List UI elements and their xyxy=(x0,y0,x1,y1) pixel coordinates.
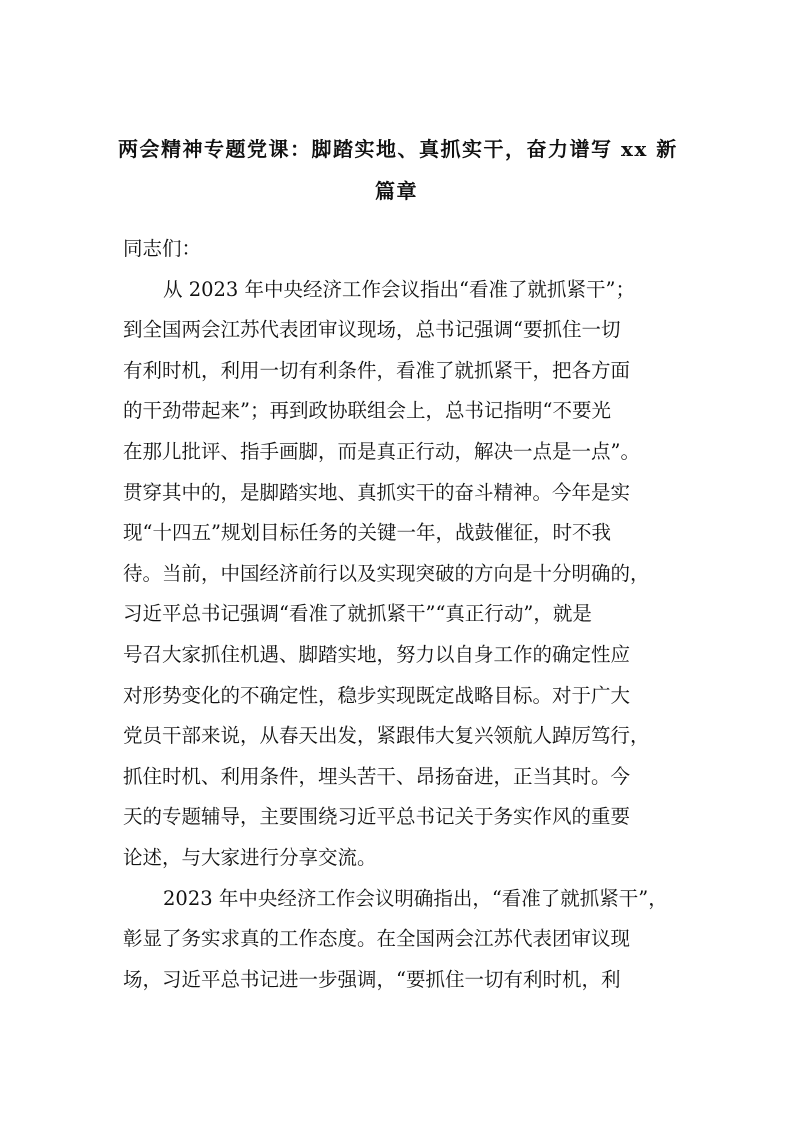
paragraph-line: 有利时机，利用一切有利条件，看准了就抓紧干，把各方面 xyxy=(123,358,631,382)
paragraph-line: 现“十四五”规划目标任务的关键一年，战鼓催征，时不我 xyxy=(123,521,611,545)
paragraph-line: 从 2023 年中央经济工作会议指出“看准了就抓紧干”； xyxy=(163,277,635,301)
paragraph-line: 党员干部来说，从春天出发，紧跟伟大复兴领航人踔厉笃行， xyxy=(123,724,650,748)
paragraph-line: 的干劲带起来”；再到政协联组会上，总书记指明“不要光 xyxy=(123,399,611,423)
paragraph-line: 2023 年中央经济工作会议明确指出，“看准了就抓紧干”， xyxy=(163,886,668,910)
paragraph-line: 待。当前，中国经济前行以及实现突破的方向是十分明确的， xyxy=(123,561,650,585)
paragraph-line: 在那儿批评、指手画脚，而是真正行动，解决一点是一点”。 xyxy=(123,439,640,463)
title-line-2: 篇章 xyxy=(375,179,418,203)
document-title xyxy=(118,128,678,212)
paragraph-line: 号召大家抓住机遇、脚踏实地，努力以自身工作的确定性应 xyxy=(123,642,631,666)
paragraph-line: 论述，与大家进行分享交流。 xyxy=(123,845,377,869)
paragraph-line: 习近平总书记强调“看准了就抓紧干”“真正行动”，就是 xyxy=(123,602,592,626)
paragraph-line: 到全国两会江苏代表团审议现场，总书记强调“要抓住一切 xyxy=(123,318,621,342)
salutation: 同志们： xyxy=(123,237,202,260)
paragraph-1 xyxy=(123,270,679,879)
paragraph-2 xyxy=(123,879,679,1001)
title-line-1: 两会精神专题党课：脚踏实地、真抓实干，奋力谱写 xx 新 xyxy=(118,137,678,161)
paragraph-line: 对形势变化的不确定性，稳步实现既定战略目标。对于广大 xyxy=(123,683,631,707)
paragraph-line: 抓住时机、利用条件，埋头苦干、昂扬奋进，正当其时。今 xyxy=(123,764,631,788)
paragraph-line: 场，习近平总书记进一步强调，“要抓住一切有利时机，利 xyxy=(123,967,621,991)
document-body xyxy=(123,229,679,1000)
paragraph-line: 彰显了务实求真的工作态度。在全国两会江苏代表团审议现 xyxy=(123,927,631,951)
paragraph-line: 贯穿其中的，是脚踏实地、真抓实干的奋斗精神。今年是实 xyxy=(123,480,631,504)
paragraph-line: 天的专题辅导，主要围绕习近平总书记关于务实作风的重要 xyxy=(123,805,631,829)
